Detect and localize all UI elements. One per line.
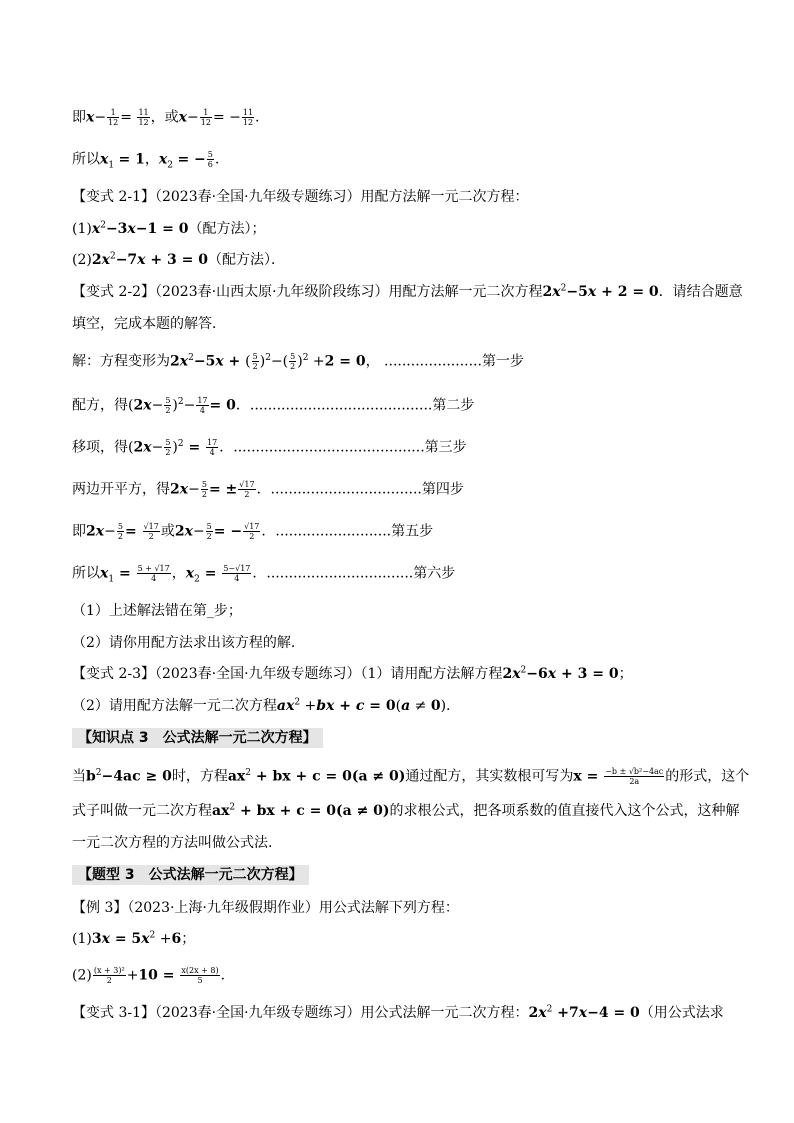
step-5: 即2x− $\frac{5}{2}$ = $\frac{√17}{2}$ 或2x− $\frac{5}{2}$ = − $\frac{√17}{2}$ ．..........................第五步 [72, 522, 434, 541]
example-3-heading: 【例 3】（2023·上海·九年级假期作业）用公式法解下列方程： [72, 900, 459, 916]
example-3-part-2: (2) $\frac{\text{(x + 3)²}}{2}$ +10 = $\frac{x(2x + 8)}{5}$ . [72, 966, 226, 985]
knowledge-point-3-label: 【知识点 3 公式法解一元二次方程】 [72, 728, 323, 748]
step-4: 两边开平方，得2x− $\frac{5}{2}$ = ± $\frac{√17}{2}$ ．..................................第四步 [72, 480, 464, 499]
variant-2-2-heading: 【变式 2-2】（2023春·山西太原·九年级阶段练习）用配方法解一元二次方程$2x^2-5x + 2 = 0$．请结合题意 [72, 283, 743, 300]
variant-2-1-part-2: $(2)2x^2-7x + 3 = 0$（配方法）． [72, 251, 285, 268]
knowledge-line-3: 一元二次方程的方法叫做公式法. [72, 835, 273, 851]
knowledge-point-3-heading [72, 728, 734, 748]
type-3-label: 【题型 3 公式法解一元二次方程】 [72, 865, 309, 885]
knowledge-line-2: 式子叫做一元二次方程$ax^2$ + bx + c = 0(a ≠ 0)的求根公式，把各项系数的值直接代入这个公式，这种解 [72, 802, 740, 819]
example-3-part-1: $(1)3x = 5x^2 +6$； [72, 930, 196, 947]
variant-3-1-heading: 【变式 3-1】（2023春·全国·九年级专题练习）用公式法解一元二次方程：$2x^2 +7x-4 = 0$（用公式法求 [72, 1004, 724, 1021]
variant-2-1-heading: 【变式 2-1】（2023春·全国·九年级专题练习）用配方法解一元二次方程： [72, 189, 529, 205]
step-1: 解：方程变形为$2x^2-5x$ + ( $\frac{5}{2}$ )$^2$−( $\frac{5}{2}$ )$^2$ +2 = 0， ......................第一步 [72, 352, 524, 371]
question-2: （2）请你用配方法求出该方程的解． [72, 635, 305, 651]
knowledge-line-1: 当$b^2-4ac \ge 0$时，方程$ax^2$ + bx + c = 0(a ≠ 0)通过配方，其实数根可写为x = $\frac{\text{−b ± √b²−4ac}}{2a}$ 的形式，这个 [72, 767, 750, 786]
variant-2-3-heading: 【变式 2-3】（2023春·全国·九年级专题练习）（1）请用配方法解方程$2x^2-6x + 3 = 0$； [72, 665, 633, 682]
step-6: 所以$x_1$ = $\frac{5 + √17}{4}$ ，$x_2$ = $\frac{5-√17}{4}$ ．.................................第六步 [72, 564, 456, 585]
variant-2-1-part-1: $(1)x^2-3x-1 = 0$（配方法）； [72, 220, 266, 237]
type-3-heading [72, 865, 734, 885]
question-1: （1）上述解法错在第_步； [72, 603, 242, 619]
solution-line-1: 即x− $\frac{1}{12}$ = $\frac{11}{12}$ ，或x− $\frac{1}{12}$ = − $\frac{11}{12}$ . [72, 108, 260, 127]
step-3: 移项，得(2x− $\frac{5}{2}$ )$^2$ = $\frac{17}{4}$ ．...........................................第三步 [72, 438, 467, 457]
solution-line-2: 所以$x_1 = 1$，$x_2$ = − $\frac{5}{6}$ . [72, 150, 220, 171]
variant-2-2-heading-cont: 填空，完成本题的解答． [72, 316, 226, 332]
step-2: 配方，得(2x− $\frac{5}{2}$ )$^2$− $\frac{17}{4}$ = 0．.........................................第二步 [72, 396, 475, 415]
variant-2-3-part-2: （2）请用配方法解一元二次方程$ax^2 +bx + c = 0(a \ne 0)$. [72, 697, 451, 714]
